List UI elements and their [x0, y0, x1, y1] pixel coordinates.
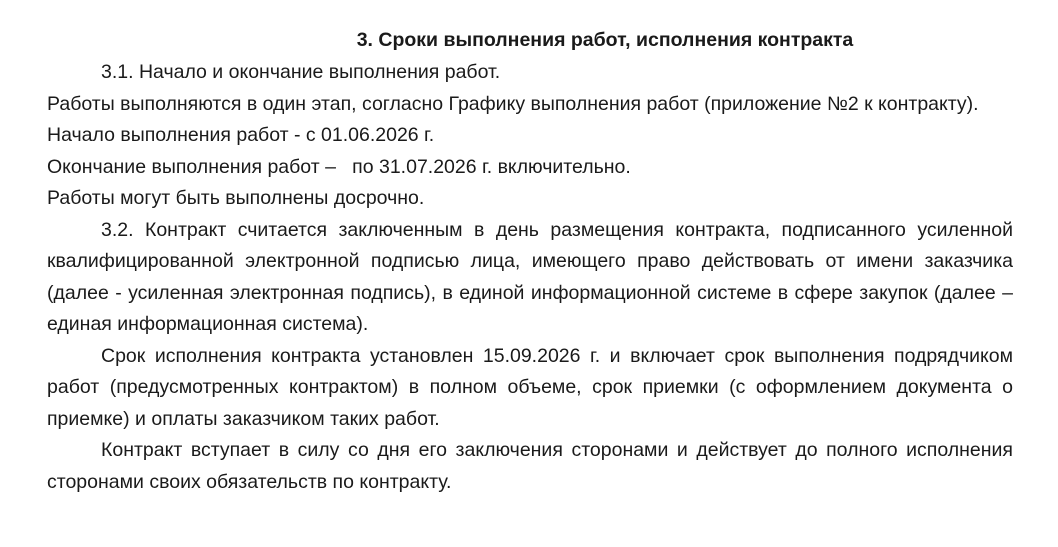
- paragraph-early-completion: Работы могут быть выполнены досрочно.: [47, 187, 425, 209]
- paragraph-single-stage: Работы выполняются в один этап, согласно Графику выполнения работ (приложение №2 к контракту).: [47, 92, 979, 115]
- paragraph-start-date: Начало выполнения работ - с 01.06.2026 г.: [47, 124, 435, 146]
- paragraph-end-date: Окончание выполнения работ – по 31.07.2026 г. включительно.: [47, 155, 631, 178]
- paragraph-contract-effective: Контракт вступает в силу со дня его заключения сторонами и действует до полного исполнения сторонами своих обязательств по контракту.: [47, 439, 1013, 493]
- paragraph-3-1-title: 3.1. Начало и окончание выполнения работ.: [101, 61, 501, 83]
- paragraph-contract-term: Срок исполнения контракта установлен 15.09.2026 г. и включает срок выполнения подрядчиком работ (предусмотренных контрактом) в полном объеме, срок приемки (с оформлением документа о приемке) и оплаты заказчиком таких работ.: [47, 344, 1013, 430]
- document-page: [47, 27, 1013, 498]
- section-heading: 3. Сроки выполнения работ, исполнения контракта: [356, 29, 854, 51]
- paragraph-3-2-contract-concluded: 3.2. Контракт считается заключенным в день размещения контракта, подписанного усиленной квалифицированной электронной подписью лица, имеющего право действовать от имени заказчика (далее - усиленная электронная подпись), в единой информационной системе в сфере закупок (далее – единая информационная система).: [47, 218, 1013, 335]
